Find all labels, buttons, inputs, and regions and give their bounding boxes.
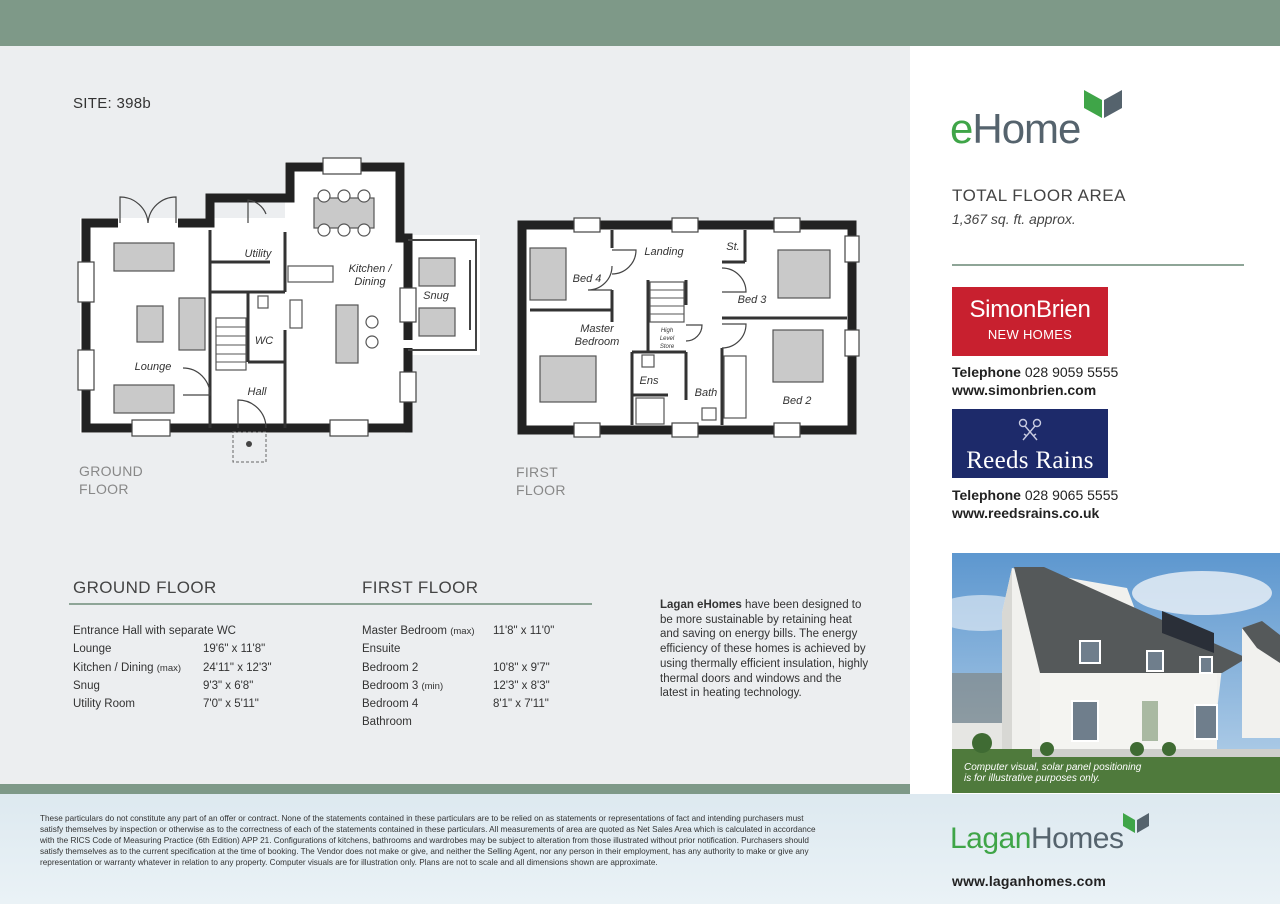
room-label-snug: Snug (423, 290, 449, 302)
room-name: Bedroom 3 (362, 679, 419, 692)
photo-caption (964, 762, 1141, 784)
divider-band (0, 784, 910, 794)
simonbrien-contact (952, 363, 1118, 399)
laganhomes-url[interactable]: www.laganhomes.com (952, 873, 1107, 889)
room-label-wc: WC (254, 335, 274, 347)
ground-floor-label (79, 462, 143, 498)
top-band (0, 0, 1280, 46)
phone-label: Telephone (952, 487, 1021, 503)
schedule-row (362, 677, 642, 695)
room-dims: 19'6" x 11'8" (203, 643, 266, 656)
room-label-bedroom: Bedroom (574, 336, 620, 348)
simonbrien-url[interactable]: www.simonbrien.com (952, 382, 1097, 398)
room-name: Ensuite (362, 643, 401, 656)
sustainability-blurb (660, 598, 870, 701)
schedule-row (73, 640, 353, 658)
ground-floor-heading: GROUND FLOOR (73, 578, 217, 597)
room-dims: 24'11" x 12'3" (203, 661, 272, 674)
photo-caption-line2: is for illustrative purposes only. (964, 773, 1100, 784)
schedule-row (362, 640, 642, 658)
room-label-utility: Utility (244, 248, 272, 260)
room-dims: 10'8" x 9'7" (493, 661, 550, 674)
room-dims: 9'3" x 6'8" (203, 679, 254, 692)
reedsrains-logo-name: Reeds Rains (966, 447, 1094, 474)
total-floor-area-label: TOTAL FLOOR AREA (952, 186, 1126, 205)
room-name: Utility Room (73, 698, 135, 711)
room-dims: 12'3" x 8'3" (493, 679, 550, 692)
room-name: Bathroom (362, 716, 412, 729)
first-floor-label (516, 463, 566, 499)
room-qualifier: (min) (421, 680, 444, 692)
leaf-icon (1122, 812, 1150, 834)
ehome-logo-text: Home (972, 105, 1081, 152)
room-name: Snug (73, 679, 100, 692)
room-label-ens: Ens (639, 375, 659, 387)
room-label-kitchen: Kitchen / (348, 263, 392, 275)
phone-number[interactable]: 028 9059 5555 (1020, 364, 1119, 380)
room-dims: 8'1" x 7'11" (493, 698, 549, 711)
reedsrains-contact (952, 486, 1118, 522)
schedule-row (362, 659, 642, 677)
simonbrien-logo-sub: NEW HOMES (987, 327, 1073, 342)
room-name: Bedroom 4 (362, 698, 419, 711)
house-illustration (952, 553, 1280, 793)
schedule-rule (69, 603, 592, 605)
blurb-text: have been designed to be more sustainable by retaining heat and saving on energy bills. The energy efficiency of these homes is achieved by using thermally efficient insulation, highly thermal doors and windows and the latest in heating technology. (660, 599, 869, 700)
ground-floor-label-line1: GROUND (79, 463, 144, 479)
schedule-row (362, 713, 642, 731)
side-rule (952, 264, 1244, 266)
room-name: Master Bedroom (362, 625, 448, 637)
room-label-lounge: Lounge (134, 361, 172, 373)
room-name: Bedroom 2 (362, 661, 419, 674)
room-label-bed3: Bed 3 (737, 294, 767, 306)
room-qualifier: (max) (450, 626, 475, 637)
first-floor-label-line2: FLOOR (516, 482, 566, 498)
phone-label: Telephone (952, 364, 1021, 380)
room-name: Entrance Hall with separate WC (73, 625, 236, 637)
room-qualifier: (max) (156, 662, 182, 674)
schedule-row (73, 659, 353, 677)
schedule-row (73, 622, 353, 640)
reedsrains-logo (952, 409, 1108, 478)
disclaimer: These particulars do not constitute any part of an offer or contract. None of the statements contained in these particulars are to be relied on as statements or representations of fact and intending purchasers must satisfy themselves by inspection or otherwise as to the correctness of each of the statements contained in these particulars. All measurements of area are quoted as Net Sales Area which is calculated in accordance with the RICS Code of Measuring Practice (6th Edition) APP 21. Configurations of kitchens, bathrooms and wardrobes may be subject to alteration from those illustrated without prior notification. Purchasers should satisfy themselves as to the current specification at the time of booking. The Vendor does not make or give, and neither the Selling Agent, nor any person in their employment, has any authority to make or give any representation or warranty whatever in relation to any property. Computer visuals are for illustration only. Plans are not to scale and all dimensions shown are approximate. (40, 814, 816, 867)
room-name: Lounge (73, 643, 112, 656)
schedule-row (362, 695, 642, 713)
blurb-brand: Lagan eHomes (660, 599, 742, 611)
room-label-store: St. (726, 241, 740, 253)
ground-floor-schedule (73, 622, 353, 713)
ground-floor-plan (70, 155, 490, 470)
first-floor-label-line1: FIRST (516, 464, 558, 480)
ehome-logo (950, 105, 1080, 153)
total-floor-area-value: 1,367 sq. ft. approx. (952, 211, 1076, 227)
laganhomes-logo-homes: Homes (1030, 822, 1124, 855)
phone-number[interactable]: 028 9065 5555 (1020, 487, 1119, 503)
room-label-bed2: Bed 2 (782, 395, 812, 407)
schedule-row (73, 695, 353, 713)
simonbrien-logo-name: SimonBrien (969, 296, 1091, 323)
room-label-hlstore: Store (659, 344, 675, 350)
room-label-landing: Landing (644, 246, 684, 258)
laganhomes-logo (950, 822, 1123, 856)
ehome-logo-e: e (950, 105, 973, 152)
crossed-keys-icon (1015, 418, 1045, 442)
room-label-level: Level (659, 336, 675, 342)
first-floor-heading: FIRST FLOOR (362, 578, 479, 597)
site-label: SITE: 398b (73, 95, 152, 112)
room-dims: 11'8" x 11'0" (493, 625, 555, 637)
room-label-master: Master (580, 323, 614, 335)
room-name: Kitchen / Dining (73, 661, 154, 674)
house-visual (952, 553, 1280, 793)
leaf-icon (1082, 88, 1124, 120)
first-floor-schedule (362, 622, 642, 732)
reedsrains-phone (952, 486, 1118, 504)
ground-floor-label-line2: FLOOR (79, 481, 129, 497)
photo-caption-line1: Computer visual, solar panel positioning (964, 762, 1142, 773)
simonbrien-phone (952, 363, 1118, 381)
schedule-row (362, 622, 642, 640)
schedule-row (73, 677, 353, 695)
laganhomes-logo-lagan: Lagan (950, 822, 1031, 855)
room-label-hall: Hall (247, 386, 267, 398)
simonbrien-logo (952, 287, 1108, 356)
room-label-dining: Dining (354, 276, 386, 288)
room-dims: 7'0" x 5'11" (203, 698, 259, 711)
first-floor-plan (510, 210, 860, 440)
reedsrains-url[interactable]: www.reedsrains.co.uk (952, 505, 1100, 521)
room-label-high: High (660, 328, 674, 334)
room-label-bed4: Bed 4 (572, 273, 602, 285)
room-label-bath: Bath (694, 387, 718, 399)
